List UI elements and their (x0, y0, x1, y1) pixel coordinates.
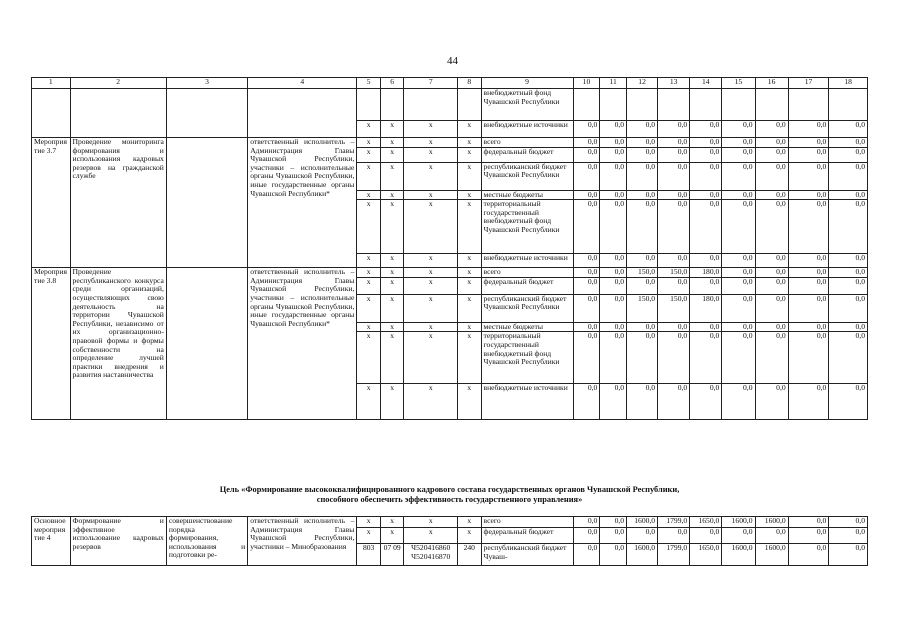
code-cell-section: x (380, 528, 404, 544)
code-cell (357, 89, 381, 121)
code-cell-expense: x (457, 268, 481, 278)
amount-cell: 0,0 (658, 528, 690, 544)
code-cell-section: x (380, 147, 404, 162)
amount-cell: 0,0 (755, 121, 788, 138)
code-cell-target: x (404, 147, 458, 162)
page-number: 44 (447, 55, 458, 67)
column-number: 2 (70, 78, 166, 89)
amount-cell: 0,0 (573, 384, 600, 420)
column-number: 10 (573, 78, 600, 89)
amount-cell: 0,0 (573, 162, 600, 190)
code-cell-grbs: x (357, 121, 381, 138)
amount-cell: 0,0 (755, 528, 788, 544)
column-number: 7 (404, 78, 458, 89)
amount-cell: 0,0 (627, 332, 658, 384)
code-cell-target: x (404, 332, 458, 384)
amount-cell: 0,0 (600, 528, 627, 544)
amount-cell (658, 89, 690, 121)
code-cell-target: x (404, 254, 458, 268)
goal-line-2: способного обеспечить эффективность государственного управления» (316, 495, 583, 504)
code-cell-grbs: x (357, 190, 381, 200)
amount-cell: 0,0 (755, 147, 788, 162)
amount-cell: 0,0 (755, 190, 788, 200)
amount-cell: 1600,0 (627, 544, 658, 566)
amount-cell: 0,0 (788, 268, 829, 278)
amount-cell: 0,0 (690, 332, 722, 384)
amount-cell: 0,0 (573, 190, 600, 200)
amount-cell: 0,0 (722, 162, 755, 190)
funding-source-cell: всего (481, 138, 573, 148)
goal-line-1: Цель «Формирование высококвалифицированного кадрового состава государственных органов Чувашской Республики, (219, 485, 680, 494)
amount-cell: 0,0 (690, 528, 722, 544)
code-cell-target: x (404, 190, 458, 200)
measure-label: Мероприятие 3.8 (32, 268, 71, 420)
amount-cell: 0,0 (627, 322, 658, 332)
amount-cell: 0,0 (573, 294, 600, 322)
amount-cell: 0,0 (755, 268, 788, 278)
column-number: 14 (690, 78, 722, 89)
responsible-cell (248, 89, 357, 138)
funding-source-cell: внебюджетные источники (481, 254, 573, 268)
code-cell-target: x (404, 322, 458, 332)
amount-cell: 0,0 (658, 200, 690, 254)
amount-cell: 0,0 (627, 528, 658, 544)
amount-cell: 0,0 (690, 162, 722, 190)
amount-cell: 0,0 (829, 294, 868, 322)
code-cell-target: x (404, 528, 458, 544)
code-cell-target: x (404, 121, 458, 138)
funding-source-cell: всего (481, 268, 573, 278)
code-cell-target: x (404, 162, 458, 190)
amount-cell: 0,0 (755, 254, 788, 268)
column-number-row (32, 78, 868, 89)
main-event-label: Основное мероприятие 4 (32, 517, 71, 566)
amount-cell: 180,0 (690, 294, 722, 322)
code-cell-grbs: x (357, 322, 381, 332)
amount-cell: 0,0 (755, 332, 788, 384)
column-number: 9 (481, 78, 573, 89)
code-cell-grbs: 803 (357, 544, 381, 566)
column-number: 16 (755, 78, 788, 89)
label-cell (32, 89, 71, 138)
amount-cell (627, 89, 658, 121)
measure-name: Проведение республиканского конкурса среди организаций, осуществляющих свою деятельность на территории Чувашской Республики, независимо от их организационно-правовой формы и формы собственности на определение лучшей практики внедрения и развития наставничества (70, 268, 166, 420)
code-cell-grbs: x (357, 294, 381, 322)
amount-cell: 0,0 (755, 294, 788, 322)
code-cell-section: x (380, 322, 404, 332)
amount-cell: 0,0 (690, 384, 722, 420)
funding-source-cell: местные бюджеты (481, 322, 573, 332)
amount-cell: 0,0 (573, 277, 600, 294)
amount-cell: 0,0 (829, 517, 868, 528)
amount-cell: 0,0 (788, 277, 829, 294)
funding-source-cell: федеральный бюджет (481, 277, 573, 294)
amount-cell: 0,0 (600, 138, 627, 148)
amount-cell: 0,0 (722, 268, 755, 278)
code-cell-expense: x (457, 162, 481, 190)
amount-cell: 0,0 (658, 332, 690, 384)
code-cell-section: x (380, 190, 404, 200)
amount-cell (690, 89, 722, 121)
amount-cell: 0,0 (627, 190, 658, 200)
amount-cell: 0,0 (627, 200, 658, 254)
code-cell-expense: x (457, 277, 481, 294)
amount-cell: 0,0 (658, 322, 690, 332)
amount-cell: 0,0 (829, 254, 868, 268)
column-number: 12 (627, 78, 658, 89)
amount-cell: 0,0 (829, 384, 868, 420)
column-number: 8 (457, 78, 481, 89)
amount-cell: 0,0 (829, 528, 868, 544)
amount-cell: 0,0 (573, 121, 600, 138)
code-cell-grbs: x (357, 277, 381, 294)
amount-cell: 0,0 (722, 277, 755, 294)
amount-cell: 0,0 (829, 200, 868, 254)
code-cell-section: x (380, 254, 404, 268)
code-cell-section: x (380, 517, 404, 528)
amount-cell: 1600,0 (722, 517, 755, 528)
code-cell-grbs: x (357, 268, 381, 278)
amount-cell: 0,0 (788, 147, 829, 162)
table-row (32, 517, 868, 528)
column-number: 18 (829, 78, 868, 89)
funding-source-cell: внебюджетные источники (481, 121, 573, 138)
code-cell-section: 07 09 (380, 544, 404, 566)
measure-name: Проведение мониторинга формирования и использования кадровых резервов на гражданской службе (70, 138, 166, 268)
amount-cell: 0,0 (600, 322, 627, 332)
amount-cell: 0,0 (722, 332, 755, 384)
amount-cell: 0,0 (788, 121, 829, 138)
amount-cell: 0,0 (829, 332, 868, 384)
amount-cell: 0,0 (788, 190, 829, 200)
amount-cell: 0,0 (658, 277, 690, 294)
funding-source-cell: республиканский бюджет Чуваш- (481, 544, 573, 566)
amount-cell: 0,0 (627, 254, 658, 268)
amount-cell: 1799,0 (658, 544, 690, 566)
code-cell-expense: x (457, 332, 481, 384)
amount-cell: 0,0 (627, 384, 658, 420)
code-cell-target: x (404, 138, 458, 148)
table-row (32, 268, 868, 278)
code-cell-expense: x (457, 294, 481, 322)
amount-cell: 0,0 (722, 121, 755, 138)
code-cell-expense: x (457, 528, 481, 544)
code-cell-expense: x (457, 138, 481, 148)
funding-source-cell: внебюджетный фонд Чувашской Республики (481, 89, 573, 121)
code-cell-expense: x (457, 517, 481, 528)
column-number: 6 (380, 78, 404, 89)
code-cell-target: x (404, 384, 458, 420)
funding-source-cell: федеральный бюджет (481, 147, 573, 162)
amount-cell: 0,0 (722, 190, 755, 200)
amount-cell: 0,0 (755, 162, 788, 190)
amount-cell: 0,0 (829, 147, 868, 162)
amount-cell: 0,0 (658, 384, 690, 420)
amount-cell: 0,0 (690, 322, 722, 332)
amount-cell: 0,0 (722, 147, 755, 162)
name-cell (70, 89, 166, 138)
measure-goal (166, 138, 247, 268)
amount-cell (722, 89, 755, 121)
amount-cell: 1600,0 (755, 544, 788, 566)
table-row (32, 89, 868, 121)
main-event-goal: совершенствование порядка формирования, использования и подготовки ре- (166, 517, 247, 566)
amount-cell: 1650,0 (690, 544, 722, 566)
amount-cell: 0,0 (722, 254, 755, 268)
amount-cell: 0,0 (600, 517, 627, 528)
amount-cell: 150,0 (658, 268, 690, 278)
amount-cell: 150,0 (627, 294, 658, 322)
amount-cell: 0,0 (600, 190, 627, 200)
amount-cell (755, 89, 788, 121)
amount-cell: 0,0 (829, 268, 868, 278)
amount-cell: 0,0 (627, 121, 658, 138)
amount-cell: 0,0 (600, 332, 627, 384)
amount-cell: 0,0 (788, 294, 829, 322)
main-event-table (31, 516, 868, 566)
amount-cell: 0,0 (690, 190, 722, 200)
amount-cell: 0,0 (788, 162, 829, 190)
amount-cell: 0,0 (788, 528, 829, 544)
code-cell-target: x (404, 200, 458, 254)
funding-source-cell: территориальный государственный внебюджетный фонд Чувашской Республики (481, 200, 573, 254)
amount-cell: 0,0 (573, 332, 600, 384)
code-cell-section: x (380, 121, 404, 138)
amount-cell: 0,0 (573, 200, 600, 254)
amount-cell: 0,0 (755, 384, 788, 420)
code-cell-grbs: x (357, 162, 381, 190)
code-cell-section: x (380, 294, 404, 322)
amount-cell: 0,0 (627, 162, 658, 190)
funding-source-cell: федеральный бюджет (481, 528, 573, 544)
amount-cell: 0,0 (627, 147, 658, 162)
funding-source-cell: республиканский бюджет Чувашской Республики (481, 162, 573, 190)
code-cell-expense: x (457, 190, 481, 200)
amount-cell: 0,0 (690, 138, 722, 148)
code-cell-expense: x (457, 254, 481, 268)
amount-cell: 150,0 (627, 268, 658, 278)
amount-cell: 180,0 (690, 268, 722, 278)
amount-cell (788, 89, 829, 121)
amount-cell: 0,0 (829, 121, 868, 138)
amount-cell: 0,0 (600, 294, 627, 322)
column-number: 1 (32, 78, 71, 89)
amount-cell: 1799,0 (658, 517, 690, 528)
amount-cell: 0,0 (658, 190, 690, 200)
column-number: 3 (166, 78, 247, 89)
amount-cell: 0,0 (829, 322, 868, 332)
column-number: 4 (248, 78, 357, 89)
goal-cell (166, 89, 247, 138)
amount-cell: 0,0 (788, 544, 829, 566)
code-cell-target: x (404, 277, 458, 294)
code-cell-grbs: x (357, 528, 381, 544)
code-cell-target: x (404, 268, 458, 278)
amount-cell: 0,0 (722, 138, 755, 148)
code-cell-grbs: x (357, 200, 381, 254)
code-cell-section: x (380, 268, 404, 278)
code-cell-expense: x (457, 121, 481, 138)
code-cell-grbs: x (357, 254, 381, 268)
amount-cell: 0,0 (658, 147, 690, 162)
code-cell-section: x (380, 277, 404, 294)
code-cell-grbs: x (357, 517, 381, 528)
code-cell-expense: 240 (457, 544, 481, 566)
code-cell-expense: x (457, 147, 481, 162)
amount-cell: 0,0 (690, 147, 722, 162)
amount-cell (829, 89, 868, 121)
amount-cell: 150,0 (658, 294, 690, 322)
amount-cell: 0,0 (573, 517, 600, 528)
amount-cell: 0,0 (573, 254, 600, 268)
amount-cell: 0,0 (600, 200, 627, 254)
amount-cell: 0,0 (788, 332, 829, 384)
amount-cell: 0,0 (722, 200, 755, 254)
amount-cell (600, 89, 627, 121)
amount-cell: 1600,0 (722, 544, 755, 566)
amount-cell: 0,0 (722, 294, 755, 322)
code-cell (380, 89, 404, 121)
column-number: 15 (722, 78, 755, 89)
amount-cell: 0,0 (755, 138, 788, 148)
main-event-name: Формирование и эффективное использование кадровых резервов (70, 517, 166, 566)
goal-heading (31, 485, 868, 505)
table-row (32, 138, 868, 148)
code-cell-target: Ч520416860 Ч520416870 (404, 544, 458, 566)
amount-cell: 0,0 (690, 254, 722, 268)
amount-cell: 0,0 (788, 517, 829, 528)
code-cell-grbs: x (357, 138, 381, 148)
code-cell (404, 89, 458, 121)
code-cell-grbs: x (357, 147, 381, 162)
amount-cell: 0,0 (829, 277, 868, 294)
amount-cell: 0,0 (690, 277, 722, 294)
measure-responsible: ответственный исполнитель – Администрация Главы Чувашской Республики, участники – исполнительные органы Чувашской Республики, иные государственные органы Чувашской Республики* (248, 268, 357, 420)
amount-cell: 1600,0 (755, 517, 788, 528)
amount-cell: 0,0 (600, 254, 627, 268)
amount-cell: 0,0 (573, 268, 600, 278)
amount-cell: 0,0 (755, 322, 788, 332)
measure-responsible: ответственный исполнитель – Администрация Главы Чувашской Республики, участники – исполнительные органы Чувашской Республики, иные государственные органы Чувашской Республики* (248, 138, 357, 268)
amount-cell: 0,0 (829, 544, 868, 566)
code-cell-section: x (380, 332, 404, 384)
main-event-responsible: ответственный исполнитель – Администрация Главы Чувашской Республики, участники – Минобразования (248, 517, 357, 566)
amount-cell: 0,0 (573, 138, 600, 148)
amount-cell (573, 89, 600, 121)
amount-cell: 0,0 (788, 254, 829, 268)
amount-cell: 0,0 (658, 138, 690, 148)
code-cell-target: x (404, 517, 458, 528)
code-cell-section: x (380, 200, 404, 254)
amount-cell: 0,0 (600, 268, 627, 278)
amount-cell: 0,0 (755, 277, 788, 294)
amount-cell: 0,0 (722, 528, 755, 544)
column-number: 13 (658, 78, 690, 89)
amount-cell: 0,0 (829, 162, 868, 190)
amount-cell: 0,0 (690, 121, 722, 138)
code-cell-grbs: x (357, 384, 381, 420)
amount-cell: 0,0 (573, 544, 600, 566)
funding-source-cell: внебюджетные источники (481, 384, 573, 420)
amount-cell: 0,0 (829, 190, 868, 200)
amount-cell: 0,0 (573, 528, 600, 544)
amount-cell: 0,0 (722, 322, 755, 332)
amount-cell: 1600,0 (627, 517, 658, 528)
budget-table (31, 77, 868, 420)
amount-cell: 0,0 (600, 162, 627, 190)
amount-cell: 0,0 (600, 147, 627, 162)
amount-cell: 0,0 (788, 322, 829, 332)
code-cell-section: x (380, 162, 404, 190)
code-cell-section: x (380, 138, 404, 148)
amount-cell: 0,0 (600, 277, 627, 294)
measure-label: Мероприятие 3.7 (32, 138, 71, 268)
code-cell-expense: x (457, 322, 481, 332)
amount-cell: 0,0 (658, 162, 690, 190)
column-number: 5 (357, 78, 381, 89)
amount-cell: 0,0 (600, 544, 627, 566)
amount-cell: 0,0 (722, 384, 755, 420)
amount-cell: 0,0 (658, 121, 690, 138)
funding-source-cell: всего (481, 517, 573, 528)
amount-cell: 0,0 (690, 200, 722, 254)
code-cell-target: x (404, 294, 458, 322)
amount-cell: 0,0 (627, 277, 658, 294)
amount-cell: 0,0 (788, 138, 829, 148)
code-cell-expense: x (457, 384, 481, 420)
measure-goal (166, 268, 247, 420)
funding-source-cell: местные бюджеты (481, 190, 573, 200)
amount-cell: 0,0 (627, 138, 658, 148)
amount-cell: 0,0 (755, 200, 788, 254)
amount-cell: 0,0 (600, 121, 627, 138)
amount-cell: 0,0 (788, 200, 829, 254)
code-cell (457, 89, 481, 121)
funding-source-cell: республиканский бюджет Чувашской Республики (481, 294, 573, 322)
amount-cell: 0,0 (829, 138, 868, 148)
code-cell-expense: x (457, 200, 481, 254)
amount-cell: 0,0 (600, 384, 627, 420)
code-cell-section: x (380, 384, 404, 420)
amount-cell: 0,0 (658, 254, 690, 268)
funding-source-cell: территориальный государственный внебюджетный фонд Чувашской Республики (481, 332, 573, 384)
column-number: 11 (600, 78, 627, 89)
amount-cell: 1650,0 (690, 517, 722, 528)
column-number: 17 (788, 78, 829, 89)
amount-cell: 0,0 (573, 322, 600, 332)
amount-cell: 0,0 (573, 147, 600, 162)
amount-cell: 0,0 (788, 384, 829, 420)
code-cell-grbs: x (357, 332, 381, 384)
